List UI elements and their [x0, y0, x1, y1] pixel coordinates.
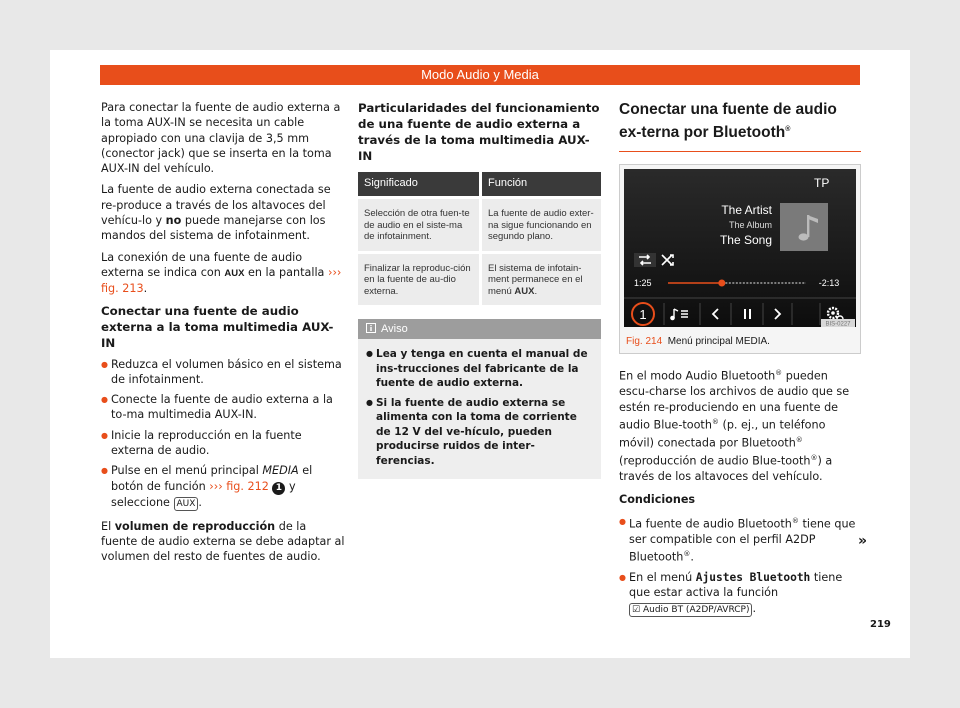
- list-item: ● Reduzca el volumen básico en el sistema de infotainment.: [101, 357, 345, 388]
- list-item: ● Pulse en el menú principal MEDIA el botón de función ››› fig. 212 1 y seleccione AUX .: [101, 463, 345, 510]
- media-screen: [624, 169, 856, 327]
- figure-code: BIS-0227: [825, 321, 851, 328]
- menu-name: Ajustes Bluetooth: [695, 571, 811, 585]
- elapsed-time: 1:25: [634, 278, 652, 289]
- table-cell: Selección de otra fuen-te de audio en el siste-ma de infotainment.: [358, 198, 480, 253]
- list-item: ● Si la fuente de audio externa se alimenta con la toma de corriente de 12 V del ve-hículo, pueden producirse ruidos de inter-ferencias.: [366, 396, 593, 469]
- info-icon: [366, 323, 376, 333]
- subheading: Conectar una fuente de audio externa a la toma multimedia AUX-IN: [101, 303, 334, 350]
- paragraph: En el modo Audio Bluetooth® pueden escu-charse los archivos de audio que se estén re-produciendo en una fuente de audio Blue-tooth® (p. ej., un teléfono móvil) conectada por Bluetooth® (reproducción de audio Blue-tooth®) a través de los altavoces del vehículo.: [619, 369, 850, 484]
- media-player-graphic: [624, 169, 856, 327]
- note-box: [358, 319, 601, 479]
- figure: [619, 164, 861, 354]
- repeat-icon[interactable]: [634, 253, 656, 267]
- column-middle: [358, 100, 601, 479]
- column-left: [101, 100, 345, 571]
- album-name: The Album: [728, 220, 772, 231]
- figure-reference-link[interactable]: ››› fig. 212: [209, 479, 269, 493]
- album-art: [780, 203, 828, 251]
- column-right: [619, 100, 861, 622]
- list-item: ● La fuente de audio Bluetooth® tiene que ser compatible con el perfil A2DP Bluetooth®.: [619, 514, 861, 565]
- table-header: Función: [480, 172, 601, 198]
- progress-knob[interactable]: [718, 280, 725, 287]
- subheading: Particularidades del funcionamiento de una fuente de audio externa a través de la toma multimedia AUX-IN: [358, 101, 600, 163]
- note-header: Aviso: [358, 319, 601, 339]
- list-item: ● Inicie la reproducción en la fuente externa de audio.: [101, 428, 345, 459]
- paragraph: El volumen de reproducción de la fuente de audio externa se debe adaptar al volumen del resto de fuentes de audio.: [101, 519, 345, 564]
- list-item: ● En el menú Ajustes Bluetooth tiene que estar activa la función ☑ Audio BT (A2DP/AVRCP) .: [619, 570, 861, 617]
- tp-indicator: TP: [814, 176, 830, 191]
- song-title: The Song: [719, 233, 772, 248]
- aux-label: AUX: [224, 267, 245, 279]
- aux-key: AUX: [174, 497, 199, 511]
- callout-number: 1: [272, 482, 285, 495]
- page-number: 219: [870, 619, 891, 630]
- paragraph: Para conectar la fuente de audio externa a la toma AUX-IN se necesita un cable apropiado con una clavija de 3,5 mm (conector jack) que se inserta en la toma AUX-IN del vehículo.: [101, 101, 341, 176]
- subheading: Condiciones: [619, 493, 696, 507]
- artist-name: The Artist: [721, 203, 772, 218]
- checkbox-icon: ☑: [632, 604, 641, 615]
- paragraph: La fuente de audio externa conectada se re-produce a través de los altavoces del vehícu-lo y no puede manejarse con los mandos del sistema de infotainment.: [101, 183, 331, 243]
- callout-number: 1: [639, 307, 647, 323]
- table-cell: El sistema de infotain-ment permanece en el menú AUX.: [480, 252, 601, 305]
- continue-marker: »: [858, 533, 868, 549]
- audio-bt-checkbox-key: ☑ Audio BT (A2DP/AVRCP): [629, 603, 752, 617]
- table-row: [358, 252, 601, 305]
- function-table: [358, 172, 601, 305]
- remaining-time: -2:13: [818, 278, 840, 289]
- list-item: ● Lea y tenga en cuenta el manual de ins-trucciones del fabricante de la fuente de audio externa.: [366, 347, 593, 391]
- table-cell: La fuente de audio exter-na sigue funcionando en segundo plano.: [480, 198, 601, 253]
- table-row: [358, 198, 601, 253]
- paragraph: La conexión de una fuente de audio externa se indica con AUX en la pantalla ››› fig. 213.: [101, 250, 342, 296]
- table-cell: Finalizar la reproduc-ción en la fuente de au-dio externa.: [358, 252, 480, 305]
- table-header: Significado: [358, 172, 480, 198]
- figure-caption: Fig. 214 Menú principal MEDIA.: [626, 336, 770, 348]
- section-header: Modo Audio y Media: [100, 65, 860, 85]
- figure-reference-link[interactable]: ››› fig. 213: [101, 265, 342, 296]
- list-item: ● Conecte la fuente de audio externa a la to-ma multimedia AUX-IN.: [101, 392, 345, 423]
- section-title: Conectar una fuente de audio ex-terna por Bluetooth®: [619, 100, 861, 152]
